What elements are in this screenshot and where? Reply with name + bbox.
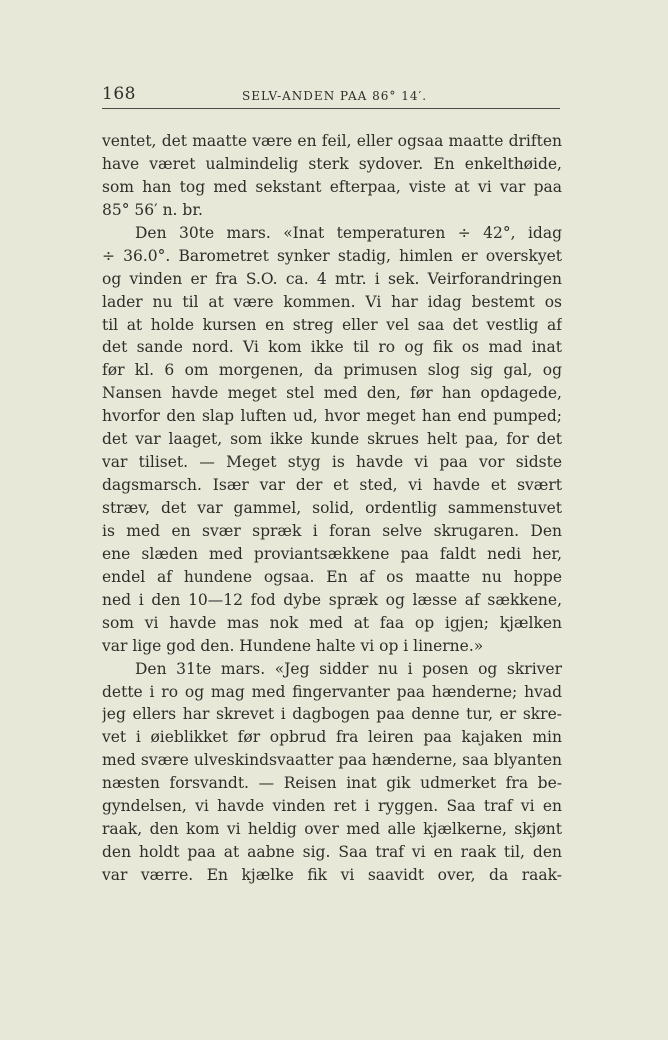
text-line: lader nu til at være kommen. Vi har idag bestemt os	[102, 292, 562, 311]
text-line: som vi havde mas nok med at faa op igjen; kjælken	[102, 613, 562, 632]
text-line: endel af hundene ogsaa. En af os maatte nu hoppe	[102, 567, 562, 586]
text-line: ÷ 36.0°. Barometret synker stadig, himlen er overskyet	[102, 246, 562, 265]
text-line: raak, den kom vi heldig over med alle kjælkerne, skjønt	[102, 820, 562, 839]
text-line: til at holde kursen en streg eller vel saa det vestlig af	[102, 315, 562, 334]
text-line: gyndelsen, vi havde vinden ret i ryggen. Saa traf vi en	[102, 797, 562, 816]
text-line: var tiliset. — Meget styg is havde vi paa vor sidste	[102, 453, 562, 472]
text-line: dette i ro og mag med fingervanter paa hænderne; hvad	[102, 682, 562, 701]
text-line: det sande nord. Vi kom ikke til ro og fik os mad inat	[102, 338, 562, 357]
running-title: SELV-ANDEN PAA 86° 14′.	[242, 89, 428, 103]
text-line: den holdt paa at aabne sig. Saa traf vi en raak til, den	[102, 843, 562, 862]
text-line: Den 31te mars. «Jeg sidder nu i posen og skriver	[135, 659, 562, 678]
body-text	[102, 130, 562, 887]
text-line: jeg ellers har skrevet i dagbogen paa denne tur, er skre-	[102, 705, 562, 724]
text-line: hvorfor den slap luften ud, hvor meget han end pumped;	[102, 407, 562, 426]
text-line: og vinden er fra S.O. ca. 4 mtr. i sek. Veirforandringen	[102, 269, 562, 288]
text-line: Nansen havde meget stel med den, før han opdagede,	[102, 384, 562, 403]
text-line: stræv, det var gammel, solid, ordentlig sammenstuvet	[102, 499, 562, 517]
page-number: 168	[102, 84, 136, 104]
text-line: det var laaget, som ikke kunde skrues helt paa, for det	[102, 430, 562, 449]
text-line: ventet, det maatte være en feil, eller ogsaa maatte driften	[102, 132, 562, 150]
text-line: som han tog med sekstant efterpaa, viste at vi var paa	[102, 177, 562, 196]
text-line: ene slæden med proviantsækkene paa faldt nedi her,	[102, 544, 562, 563]
text-line: var værre. En kjælke fik vi saavidt over, da raak-	[102, 866, 562, 884]
text-line: have været ualmindelig sterk sydover. En enkelthøide,	[102, 154, 562, 173]
page-header	[102, 84, 560, 109]
text-line: vet i øieblikket før opbrud fra leiren paa kajaken min	[102, 728, 562, 747]
text-line: med svære ulveskindsvaatter paa hænderne, saa blyanten	[102, 751, 562, 770]
text-line: is med en svær spræk i foran selve skrugaren. Den	[102, 521, 562, 540]
text-line: Den 30te mars. «Inat temperaturen ÷ 42°, idag	[135, 223, 562, 242]
text-line: dagsmarsch. Især var der et sted, vi havde et svært	[102, 476, 562, 495]
text-line: var lige god den. Hundene halte vi op i linerne.»	[102, 636, 484, 655]
text-line: næsten forsvandt. — Reisen inat gik udmerket fra be-	[102, 774, 562, 793]
text-line: 85° 56′ n. br.	[102, 200, 203, 219]
text-line: ned i den 10—12 fod dybe spræk og læsse af sækkene,	[102, 590, 562, 609]
text-line: før kl. 6 om morgenen, da primusen slog sig gal, og	[102, 361, 562, 380]
